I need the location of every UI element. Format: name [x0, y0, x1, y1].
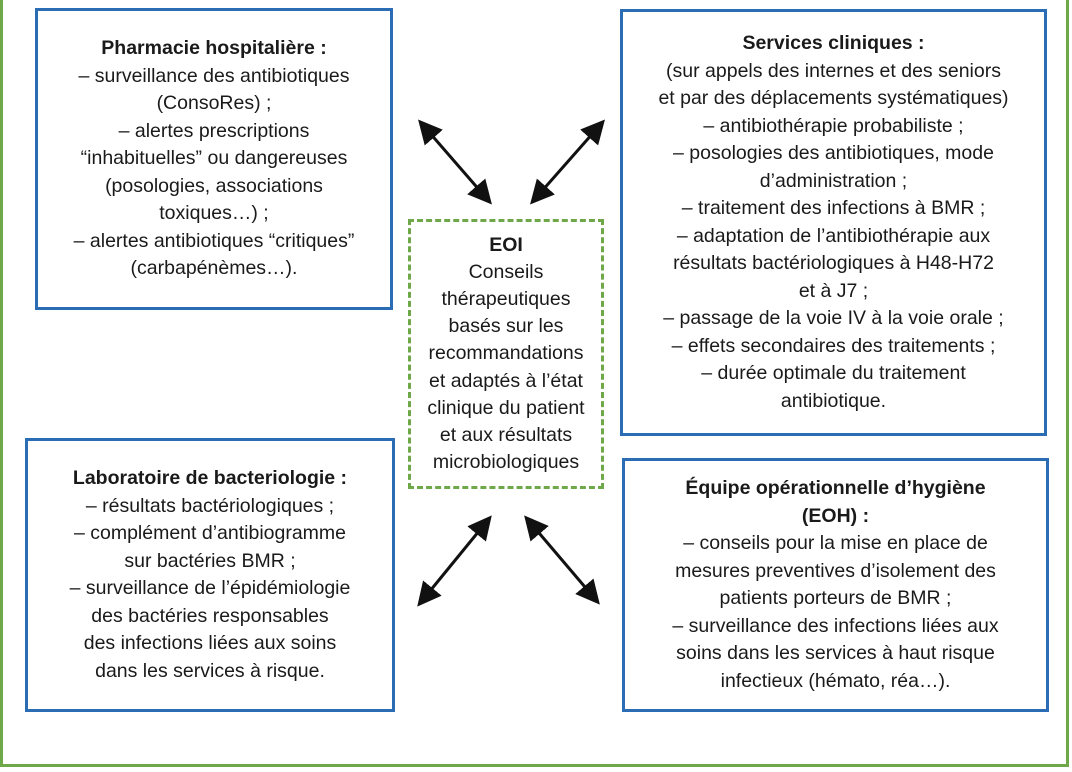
services-line: – traitement des infections à BMR ; [681, 197, 986, 219]
eoh-title-2: (EOH) : [801, 504, 870, 527]
pharmacie-title: Pharmacie hospitalière : [101, 37, 327, 60]
arrow-services-eoi [534, 124, 601, 200]
eoh-line: soins dans les services à haut risque [676, 642, 995, 664]
eoi-line: microbiologiques [432, 451, 580, 474]
services-line: – posologies des antibiotiques, mode [673, 142, 994, 164]
eoh-line: – surveillance des infections liées aux [672, 614, 999, 637]
services-line: résultats bactériologiques à H48-H72 [673, 252, 994, 274]
arrow-pharma-eoi [422, 124, 488, 200]
eoi-line: recommandations [428, 342, 584, 365]
pharmacie-line: “inhabituelles” ou dangereuses [80, 147, 348, 170]
eoi-line: clinique du patient [427, 396, 585, 419]
eoh-line: mesures preventives d’isolement des [675, 559, 996, 582]
services-line: – durée optimale du traitement [701, 362, 966, 384]
eoh-line: patients porteurs de BMR ; [719, 587, 952, 609]
labo-line: des bactéries responsables [91, 604, 329, 627]
pharmacie-line: toxiques…) ; [159, 202, 269, 225]
services-line: – passage de la voie IV à la voie orale ; [663, 307, 1004, 329]
services-line: et à J7 ; [798, 279, 869, 302]
eoi-line: thérapeutiques [441, 287, 571, 310]
pharmacie-line: (carbapénèmes…). [130, 257, 298, 280]
labo-title: Laboratoire de bacteriologie : [72, 467, 348, 489]
pharmacie-line: – alertes antibiotiques “critiques” [73, 229, 355, 252]
services-line: d’administration ; [759, 169, 908, 192]
arrow-eoh-eoi [528, 520, 596, 600]
eoi-line: basés sur les [448, 315, 564, 338]
services-line: – antibiothérapie probabiliste ; [703, 114, 964, 137]
eoh-title-1: Équipe opérationnelle d’hygiène [685, 477, 986, 499]
eoi-title: EOI [489, 233, 523, 256]
eoh-line: – conseils pour la mise en place de [683, 532, 988, 554]
labo-line: des infections liées aux soins [83, 632, 337, 654]
eoh-line: infectieux (hémato, réa…). [720, 669, 951, 692]
services-line: antibiotique. [780, 389, 887, 412]
pharmacie-line: (ConsoRes) ; [156, 92, 272, 115]
labo-line: – surveillance de l’épidémiologie [69, 577, 351, 599]
pharmacie-line: – surveillance des antibiotiques [78, 64, 350, 87]
services-line: et par des déplacements systématiques) [658, 87, 1009, 109]
eoi-line: et adaptés à l’état [429, 369, 583, 392]
labo-line: sur bactéries BMR ; [124, 549, 296, 572]
labo-line: dans les services à risque. [95, 659, 325, 682]
labo-line: – complément d’antibiogramme [73, 522, 347, 544]
arrow-labo-eoi [421, 520, 488, 602]
services-line: (sur appels des internes et des seniors [666, 59, 1001, 82]
labo-line: – résultats bactériologiques ; [85, 494, 335, 517]
pharmacie-line: (posologies, associations [105, 174, 323, 197]
services-line: – adaptation de l’antibiothérapie aux [676, 224, 991, 247]
eoi-line: Conseils [468, 260, 544, 283]
pharmacie-line: – alertes prescriptions [118, 119, 310, 142]
services-line: – effets secondaires des traitements ; [671, 334, 996, 357]
services-title: Services cliniques : [742, 32, 925, 54]
eoi-line: et aux résultats [439, 424, 573, 446]
